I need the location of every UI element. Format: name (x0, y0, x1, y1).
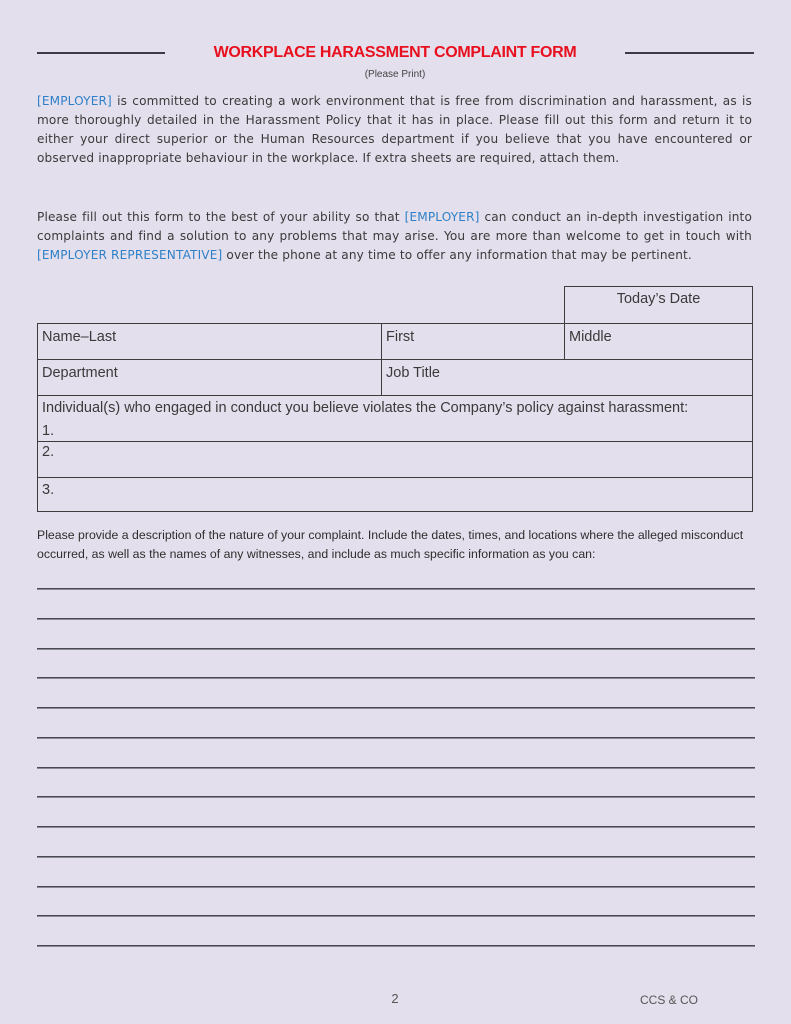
writing-line[interactable] (37, 618, 755, 620)
intro-paragraph-2-text-b: can conduct an in-depth investigation into complaints and find a solution to any problems that may arise. You are more than welcome to get in touch with (37, 210, 752, 243)
todays-date-label: Today’s Date (616, 291, 701, 307)
individual-number-3: 3. (42, 482, 55, 498)
middle-name-label: Middle (569, 329, 612, 345)
individual-number-1: 1. (42, 423, 55, 439)
individual-number-2: 2. (42, 444, 55, 460)
writing-line[interactable] (37, 648, 755, 650)
department-label: Department (42, 365, 118, 381)
writing-line[interactable] (37, 796, 755, 798)
individual-field-3[interactable] (37, 477, 753, 512)
name-last-field[interactable] (37, 323, 382, 360)
writing-line[interactable] (37, 856, 755, 858)
individual-field-2[interactable] (37, 441, 753, 478)
job-title-field[interactable] (381, 359, 753, 396)
todays-date-field[interactable] (564, 286, 753, 324)
writing-line[interactable] (37, 767, 755, 769)
employer-placeholder: [EMPLOYER] (404, 210, 480, 224)
form-subtitle: (Please Print) (364, 69, 426, 80)
page-number: 2 (391, 991, 399, 1006)
form-title: WORKPLACE HARASSMENT COMPLAINT FORM (213, 44, 577, 61)
footer-company: CCS & CO (640, 993, 699, 1007)
first-name-label: First (386, 329, 415, 345)
employer-representative-placeholder: [EMPLOYER REPRESENTATIVE] (37, 248, 223, 262)
individual-field-1[interactable] (37, 395, 753, 442)
middle-name-field[interactable] (564, 323, 753, 360)
title-rule-left (37, 52, 165, 54)
intro-paragraph-2-text-c: over the phone at any time to offer any information that may be pertinent. (222, 248, 692, 262)
title-rule-right (625, 52, 754, 54)
employer-placeholder: [EMPLOYER] (37, 94, 112, 108)
intro-paragraph-2-text-a: Please fill out this form to the best of your ability so that (37, 210, 405, 224)
writing-line[interactable] (37, 826, 755, 828)
writing-line[interactable] (37, 677, 755, 679)
writing-line[interactable] (37, 886, 755, 888)
writing-line[interactable] (37, 737, 755, 739)
description-prompt: Please provide a description of the nature of your complaint. Include the dates, times, and locations where the alleged misconduct occurred, as well as the names of any witnesses, and include as much specific information as you can: (37, 528, 744, 561)
department-field[interactable] (37, 359, 382, 396)
intro-paragraph-1-text: is committed to creating a work environment that is free from discrimination and harassment, as is more thoroughly detailed in the Harassment Policy that it has in place. Please fill out this form and return it to either your direct superior or the Human Resources department if you believe that you have encountered or observed inappropriate behaviour in the workplace. If extra sheets are required, attach them. (37, 94, 752, 165)
writing-line[interactable] (37, 588, 755, 590)
writing-line[interactable] (37, 945, 755, 947)
intro-paragraph-1 (37, 92, 752, 168)
name-last-label: Name–Last (42, 329, 117, 345)
intro-paragraph-2 (37, 208, 752, 265)
individuals-label: Individual(s) who engaged in conduct you believe violates the Company’s policy against harassment: (42, 400, 689, 416)
job-title-label: Job Title (386, 365, 440, 381)
first-name-field[interactable] (381, 323, 565, 360)
writing-line[interactable] (37, 915, 755, 917)
writing-line[interactable] (37, 707, 755, 709)
